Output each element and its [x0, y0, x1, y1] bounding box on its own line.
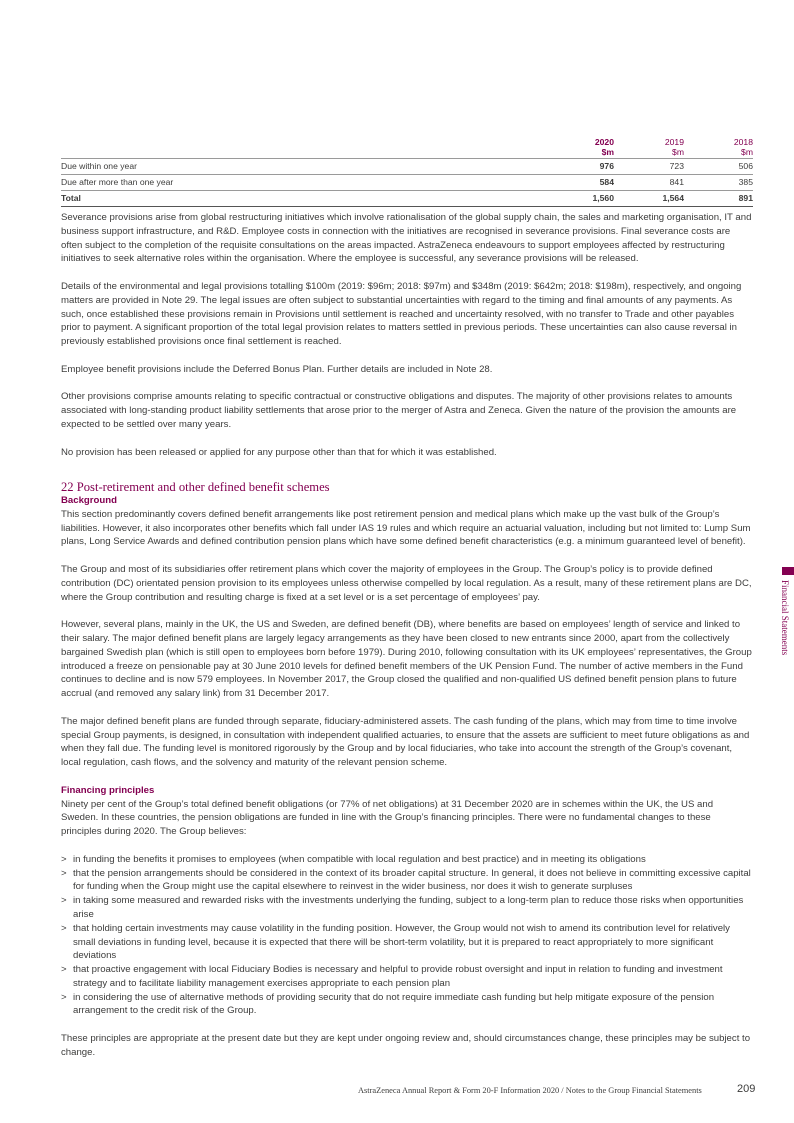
- post-retirement-section: [61, 494, 753, 1060]
- bullet-marker: >: [61, 895, 67, 907]
- employee-benefit-paragraph: Employee benefit provisions include the Deferred Bonus Plan. Further details are included in Note 28.: [61, 363, 493, 375]
- financing-principles-list: [61, 853, 753, 1019]
- row-label: Due after more than one year: [61, 175, 534, 191]
- table-total-row: [61, 191, 753, 207]
- severance-paragraph: Severance provisions arise from global restructuring initiatives which involve rationalisation of the global supply chain, the sales and marketing organisation, IT and business support infrastructure, and R&D. Employee costs in connection with the initiatives are recognised in severance provisions. Final severance costs are often subject to the completion of the requisite consultations on the areas impacted. AstraZeneca endeavours to support employees affected by restructuring initiatives to seek alternative roles within the organisation. Where the employee is successful, any severance provisions will be released.: [61, 212, 752, 265]
- total-label: Total: [61, 191, 534, 207]
- page-number: 209: [737, 1083, 756, 1095]
- provisions-notes: [61, 211, 753, 459]
- table-row: [61, 175, 753, 191]
- list-item: > in funding the benefits it promises to employees (when compatible with local regulation and best practice) and in meeting its obligations: [61, 853, 646, 865]
- cell-2018: 385: [684, 175, 753, 191]
- sidebar-section-label: Financial Statements: [780, 580, 790, 656]
- list-item: > in taking some measured and rewarded risks with the investments underlying the funding, subject to a long-term plan to reduce those risks when opportunities arise: [61, 895, 744, 920]
- footer-text: AstraZeneca Annual Report & Form 20-F Information 2020 / Notes to the Group Financial Statements: [358, 1086, 702, 1095]
- cell-2020: 976: [534, 159, 614, 175]
- table-header-row: [61, 137, 753, 159]
- total-2020: 1,560: [534, 191, 614, 207]
- bullet-marker: >: [61, 853, 67, 865]
- background-paragraph-1: This section predominantly covers defined benefit arrangements like post retirement pension and medical plans which make up the vast bulk of the Group’s liabilities. However, it also incorporates other benefits which fall under IAS 19 rules and which require an actuarial valuation, including but not limited to: Lump Sum plans, Long Service Awards and defined contribution pension plans which have some defined benefit characteristics (e.g. a minimum guaranteed level of benefit).: [61, 508, 751, 548]
- bullet-marker: >: [61, 991, 67, 1003]
- bullet-marker: >: [61, 867, 67, 879]
- cell-2019: 723: [614, 159, 684, 175]
- bullet-marker: >: [61, 922, 67, 934]
- background-paragraph-4: The major defined benefit plans are funded through separate, fiduciary-administered assets. The cash funding of the plans, which may from time to time involve special Group payments, is designed, in consultation with independent qualified actuaries, to ensure that the assets are sufficient to meet future obligations as and when they fall due. The funding level is monitored rigorously by the Group and by local fiduciaries, who take into account the strength of the Group’s covenant, local regulation, cash flows, and the solvency and maturity of the relevant pension scheme.: [61, 715, 750, 769]
- list-item: > that the pension arrangements should be considered in the context of its broader capital structure. In general, it does not believe in committing excessive capital for funding when the Group might use the capital elsewhere to reinvest in the wider business, nor does it wish to generate surpluses: [61, 867, 751, 893]
- total-2019: 1,564: [614, 191, 684, 207]
- other-provisions-paragraph: Other provisions comprise amounts relating to specific contractual or constructive obligations and disputes. The majority of other provisions relates to amounts associated with long-standing product liability settlements that arose prior to the merger of Astra and Zeneca. Given the nature of the provision the amounts are expected to be settled over many years.: [61, 391, 737, 430]
- row-label: Due within one year: [61, 159, 534, 175]
- no-release-paragraph: No provision has been released or applied for any purpose other than that for which it was established.: [61, 446, 497, 458]
- cell-2019: 841: [614, 175, 684, 191]
- cell-2018: 506: [684, 159, 753, 175]
- column-header-2018: 2018 $m: [684, 137, 753, 159]
- financing-paragraph-2: These principles are appropriate at the present date but they are kept under ongoing review and, should circumstances change, these principles may be subject to change.: [61, 1033, 751, 1058]
- background-paragraph-3: However, several plans, mainly in the UK, the US and Sweden, are defined benefit (DB), where benefits are based on employees’ length of service and linked to their salary. The major defined benefit plans are largely legacy arrangements as they have been closed to new entrants since 2000, apart from the collectively bargained Swedish plan (which is still open to employees born before 1979). During 2010, following consultation with its UK employees’ representatives, the Group introduced a freeze on pensionable pay at 30 June 2010 levels for defined benefit members of the UK Pension Fund. The number of active members in the Fund continues to decline and is now 579 employees. In November 2017, the Group closed the qualified and non-qualified US defined benefit pension plans to future accrual (and removed any salary link) from 31 December 2017.: [61, 619, 752, 700]
- sidebar-marker: [782, 567, 794, 575]
- provisions-maturity-table: [61, 137, 753, 207]
- background-heading: Background: [61, 495, 117, 506]
- column-header-2019: 2019 $m: [614, 137, 684, 159]
- background-paragraph-2: The Group and most of its subsidiaries offer retirement plans which cover the majority of employees in the Group. The Group’s policy is to provide defined contribution (DC) orientated pension provision to its employees unless otherwise compelled by local regulation. As a result, many of these retirement plans are DC, where the Group contribution and resulting charge is fixed at a set level or is a set percentage of employees’ pay.: [61, 563, 752, 603]
- cell-2020: 584: [534, 175, 614, 191]
- list-item: > in considering the use of alternative methods of providing security that do not require immediate cash funding but help mitigate exposure of the pension arrangement to the credit risk of the Group.: [61, 991, 715, 1017]
- list-item: > that holding certain investments may cause volatility in the funding position. However, the Group would not wish to amend its contribution level for relatively small deviations in funding level, because it is expected that there will be short-term volatility, but it is prepared to react appropriately to more significant deviations: [61, 922, 730, 962]
- environmental-legal-paragraph: Details of the environmental and legal provisions totalling $100m (2019: $96m; 2018: $97m) and $348m (2019: $642m; 2018: $198m), respectively, and ongoing matters are provided in Note 29. The legal issues are often subject to substantial uncertainties with regard to the timing and final amounts of any payments. As such, once established these provisions remain in Provisions until settlement is reached and uncertainty resolved, with no transfer to Trade and other payables prior to payment. A significant proportion of the total legal provision relates to matters settled in previous periods. These uncertainties can also cause reversal in previously established provisions once final settlement is reached.: [61, 280, 742, 348]
- column-header-2020: 2020 $m: [534, 137, 614, 159]
- section-title: 22 Post-retirement and other defined benefit schemes: [61, 480, 330, 494]
- list-item: > that proactive engagement with local Fiduciary Bodies is necessary and helpful to provide robust oversight and input in relation to funding and investment strategy and to facilitate liability management exercises appropriate to each pension plan: [61, 964, 723, 989]
- financing-paragraph-1: Ninety per cent of the Group’s total defined benefit obligations (or 77% of net obligations) at 31 December 2020 are in schemes within the UK, the US and Sweden. In these countries, the pension obligations are funded in line with the Group’s financing principles. There were no fundamental changes to these principles during 2020. The Group believes:: [61, 798, 714, 838]
- table-row: [61, 159, 753, 175]
- total-2018: 891: [684, 191, 753, 207]
- financing-heading: Financing principles: [61, 784, 155, 796]
- bullet-marker: >: [61, 964, 67, 976]
